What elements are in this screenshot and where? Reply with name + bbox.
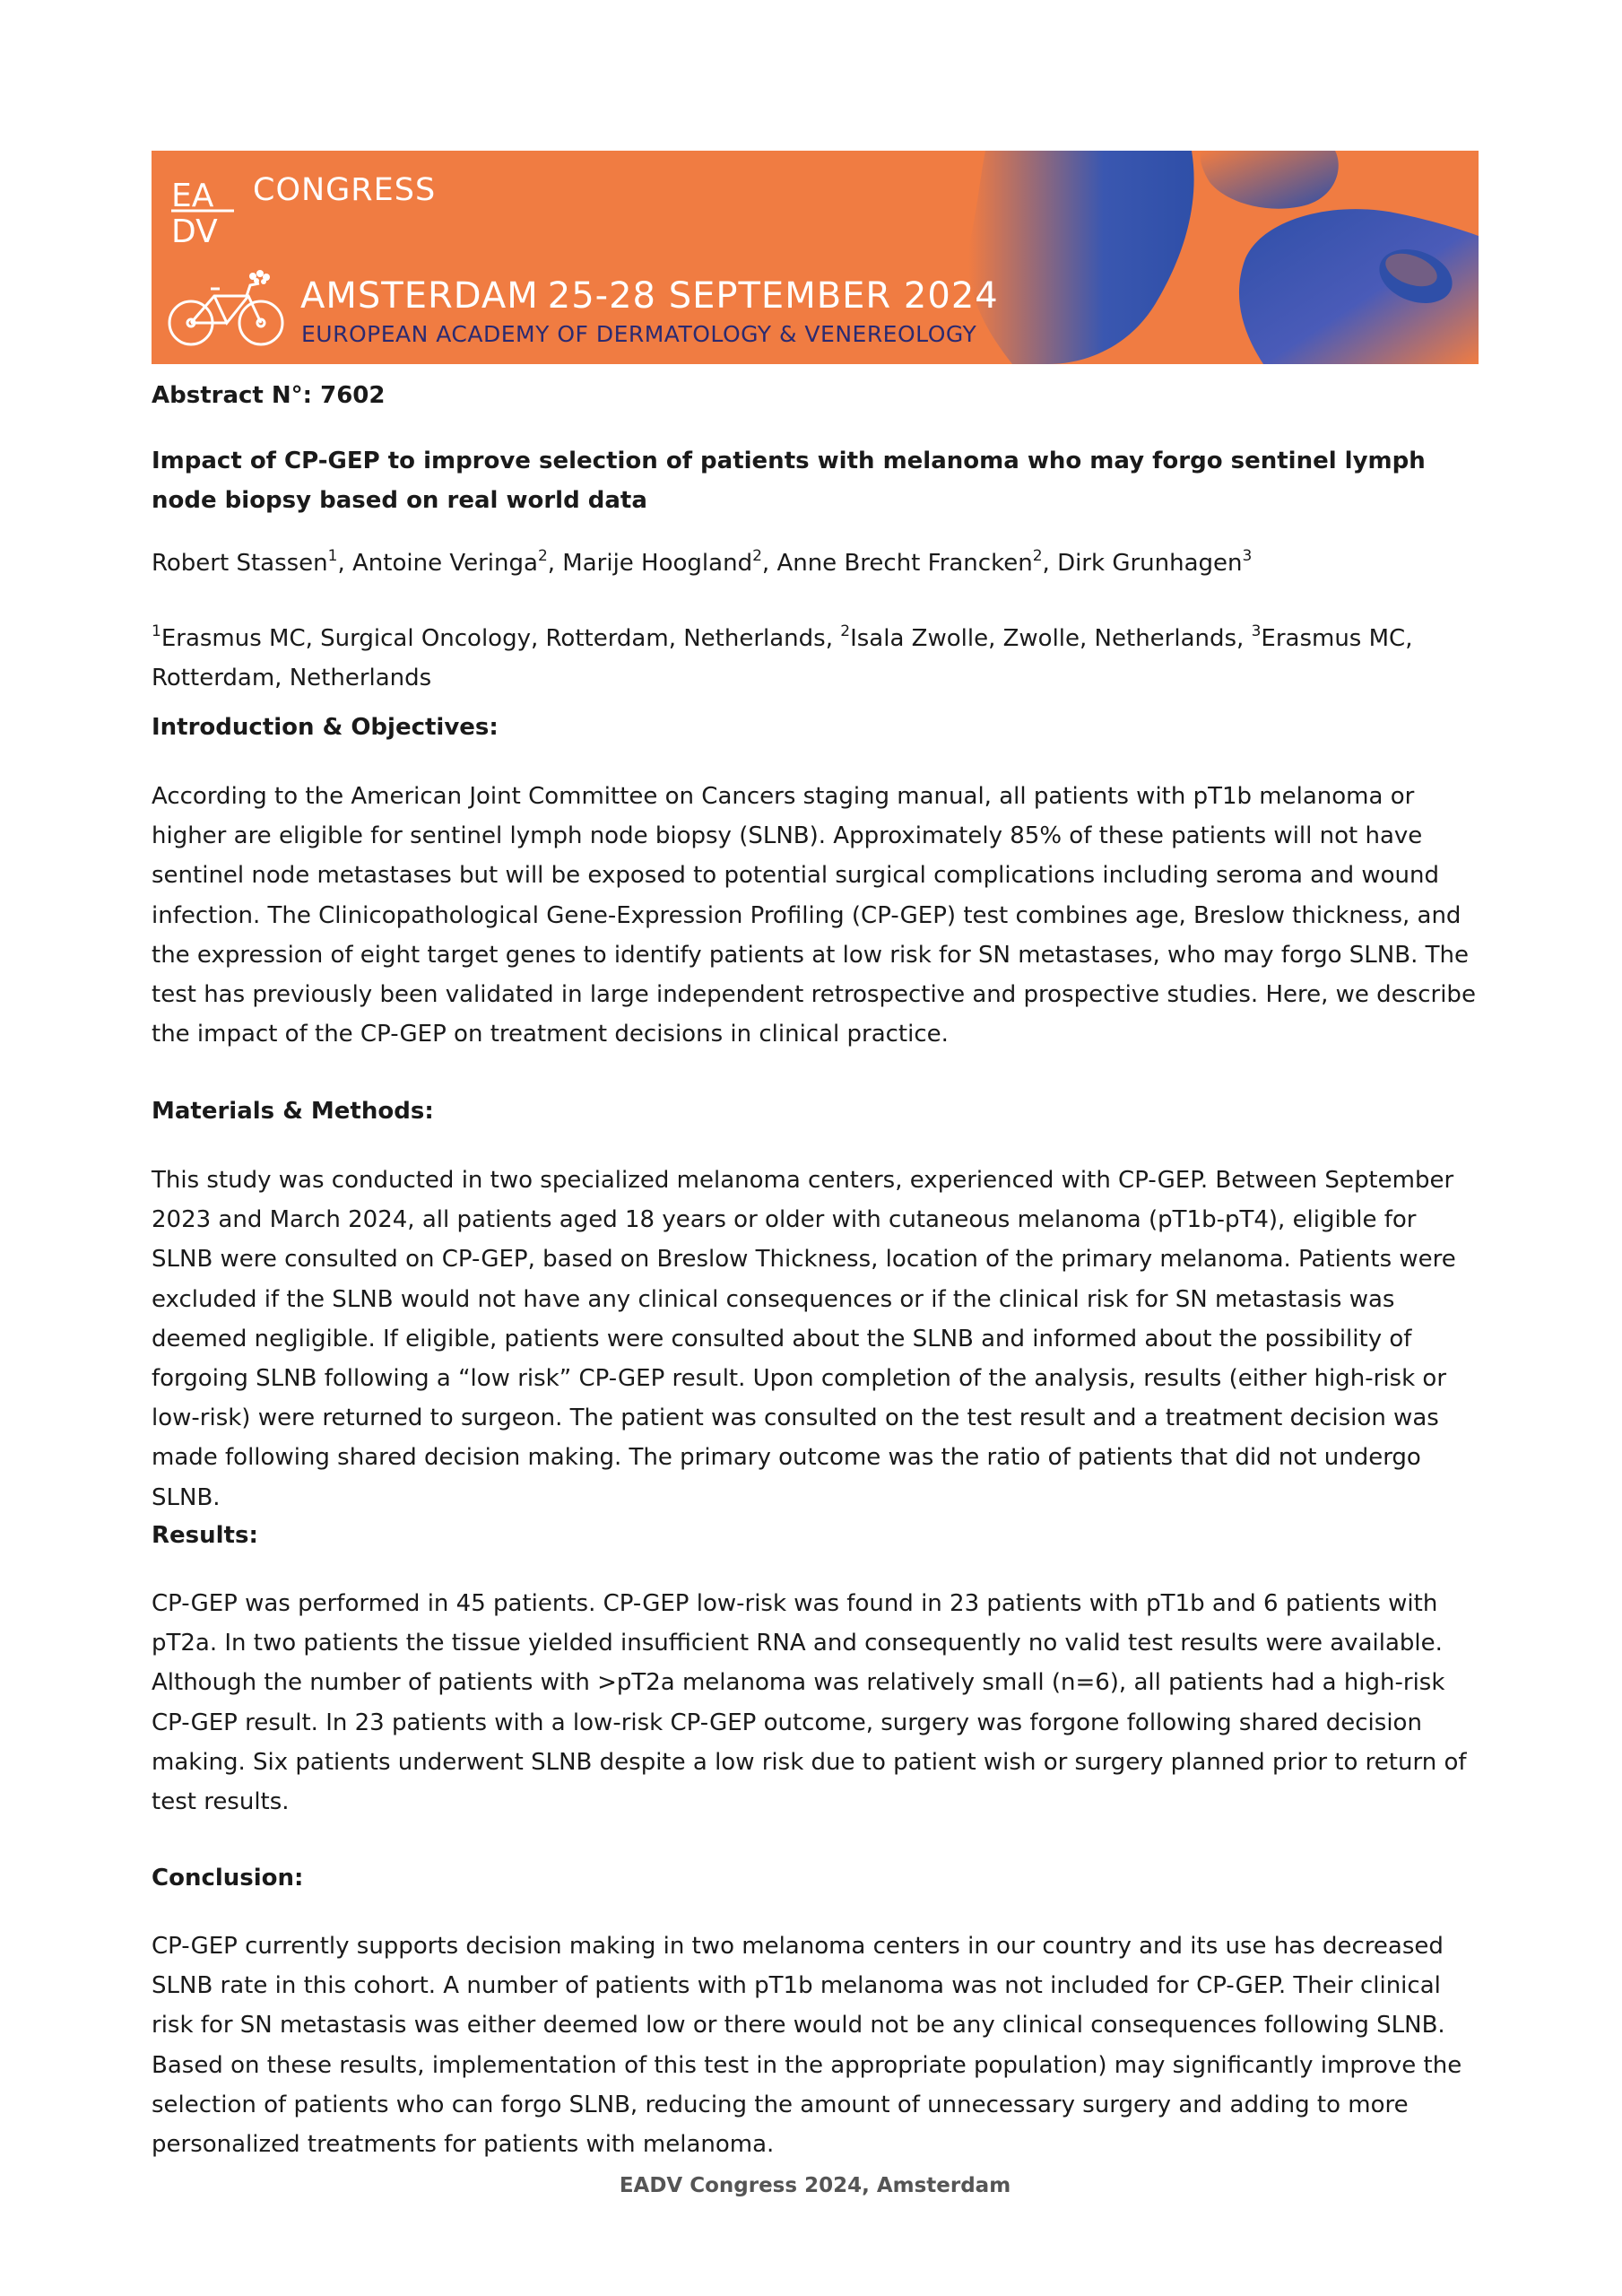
author-name: Anne Brecht Francken [776,550,1033,577]
author-affiliation-mark: 2 [752,547,762,565]
affiliation-list [152,619,1479,698]
logo-mark-bottom: DV [171,213,218,244]
academy-name: EUROPEAN ACADEMY OF DERMATOLOGY & VENEREOLOGY [301,321,977,347]
affiliation-mark: 2 [840,622,851,640]
author-name: Antoine Veringa [352,550,538,577]
eadv-logo-icon [171,174,241,244]
abstract-number: Abstract N°: 7602 [152,382,386,409]
author: Robert Stassen$^1$, [152,547,353,577]
intro-text: According to the American Joint Committee on Cancers staging manual, all patients with pT1b melanoma or higher are eligible for sentinel lymph node biopsy (SLNB). Approximately 85% of these patients will not have sentinel node metastases but will be exposed to potential surgical complications including seroma and wound infection. The Clinicopathological Gene-Expression Profiling (CP-GEP) test combines age, Breslow thickness, and the expression of eight target genes to identify patients at low risk for SN metastases, who may forgo SLNB. The test has previously been validated in large independent retrospective and prospective studies. Here, we describe the impact of the CP-GEP on treatment decisions in clinical practice. [152,783,1476,1048]
abstract-page [152,151,1479,2197]
author-name: Dirk Grunhagen [1057,550,1243,577]
intro-heading: Introduction & Objectives: [152,714,499,741]
conclusion-text: CP-GEP currently supports decision making in two melanoma centers in our country and its use has decreased SLNB rate in this cohort. A number of patients with pT1b melanoma was not included for CP-GEP. Their clinical risk for SN metastasis was either deemed low or there would not be any clinical consequences following SLNB. Based on these results, implementation of this test in the appropriate population) may significantly improve the selection of patients who can forgo SLNB, reducing the amount of unnecessary surgery and adding to more personalized treatments for patients with melanoma. [152,1933,1462,2159]
bicycle-icon [168,269,284,348]
city-name: AMSTERDAM [300,275,539,317]
results-heading: Results: [152,1522,258,1549]
page-footer: EADV Congress 2024, Amsterdam [619,2174,1011,2197]
author [1057,547,1253,577]
conclusion-heading: Conclusion: [152,1865,304,1892]
author-affiliation-mark: 1 [327,547,338,565]
results-text: CP-GEP was performed in 45 patients. CP-GEP low-risk was found in 23 patients with pT1b and 6 patients with pT2a. In two patients the tissue yielded insufficient RNA and consequently no valid test results were available. Although the number of patients with >pT2a melanoma was relatively small (n=6), all patients had a high-risk CP-GEP result. In 23 patients with a low-risk CP-GEP outcome, surgery was forgone following shared decision making. Six patients underwent SLNB despite a low risk due to patient wish or surgery planned prior to return of test results. [152,1590,1467,1816]
affiliation-mark: 1 [152,622,161,640]
congress-dates: 25-28 SEPTEMBER 2024 [547,275,999,317]
author-list [152,545,1252,581]
city-dates-line [300,275,999,317]
author-name: Marije Hoogland [562,550,753,577]
author-affiliation-mark: 3 [1242,547,1253,565]
author-name: Robert Stassen [152,550,328,577]
author: Anne Brecht Francken$^2$, [776,547,1058,577]
author-affiliation-mark: 2 [537,547,548,565]
author: Marije Hoogland$^2$, [562,547,777,577]
affiliation: Isala Zwolle, Zwolle, Netherlands, [850,625,1252,652]
logo-mark-top: EA [171,178,214,214]
methods-heading: Materials & Methods: [152,1098,434,1125]
affiliation: Erasmus MC, Surgical Oncology, Rotterdam, Netherlands, [160,625,841,652]
affiliation-mark: 3 [1251,622,1262,640]
author: Antoine Veringa$^2$, [352,547,563,577]
brand-word: CONGRESS [253,172,437,208]
congress-banner [152,151,1479,364]
author-affiliation-mark: 2 [1032,547,1043,565]
abstract-title: Impact of CP-GEP to improve selection of patients with melanoma who may forgo sentinel lymph node biopsy based on real world data [152,448,1426,514]
affiliation: Erasmus MC, Rotterdam, Netherlands [152,625,1413,691]
methods-text: This study was conducted in two specialized melanoma centers, experienced with CP-GEP. Between September 2023 and March 2024, all patients aged 18 years or older with cutaneous melanoma (pT1b-pT4), eligible for SLNB were consulted on CP-GEP, based on Breslow Thickness, location of the primary melanoma. Patients were excluded if the SLNB would not have any clinical consequences or if the clinical risk for SN metastasis was deemed negligible. If eligible, patients were consulted about the SLNB and informed about the possibility of forgoing SLNB following a “low risk” CP-GEP result. Upon completion of the analysis, results (either high-risk or low-risk) were returned to surgeon. The patient was consulted on the test result and a treatment decision was made following shared decision making. The primary outcome was the ratio of patients that did not undergo SLNB. [152,1167,1456,1511]
